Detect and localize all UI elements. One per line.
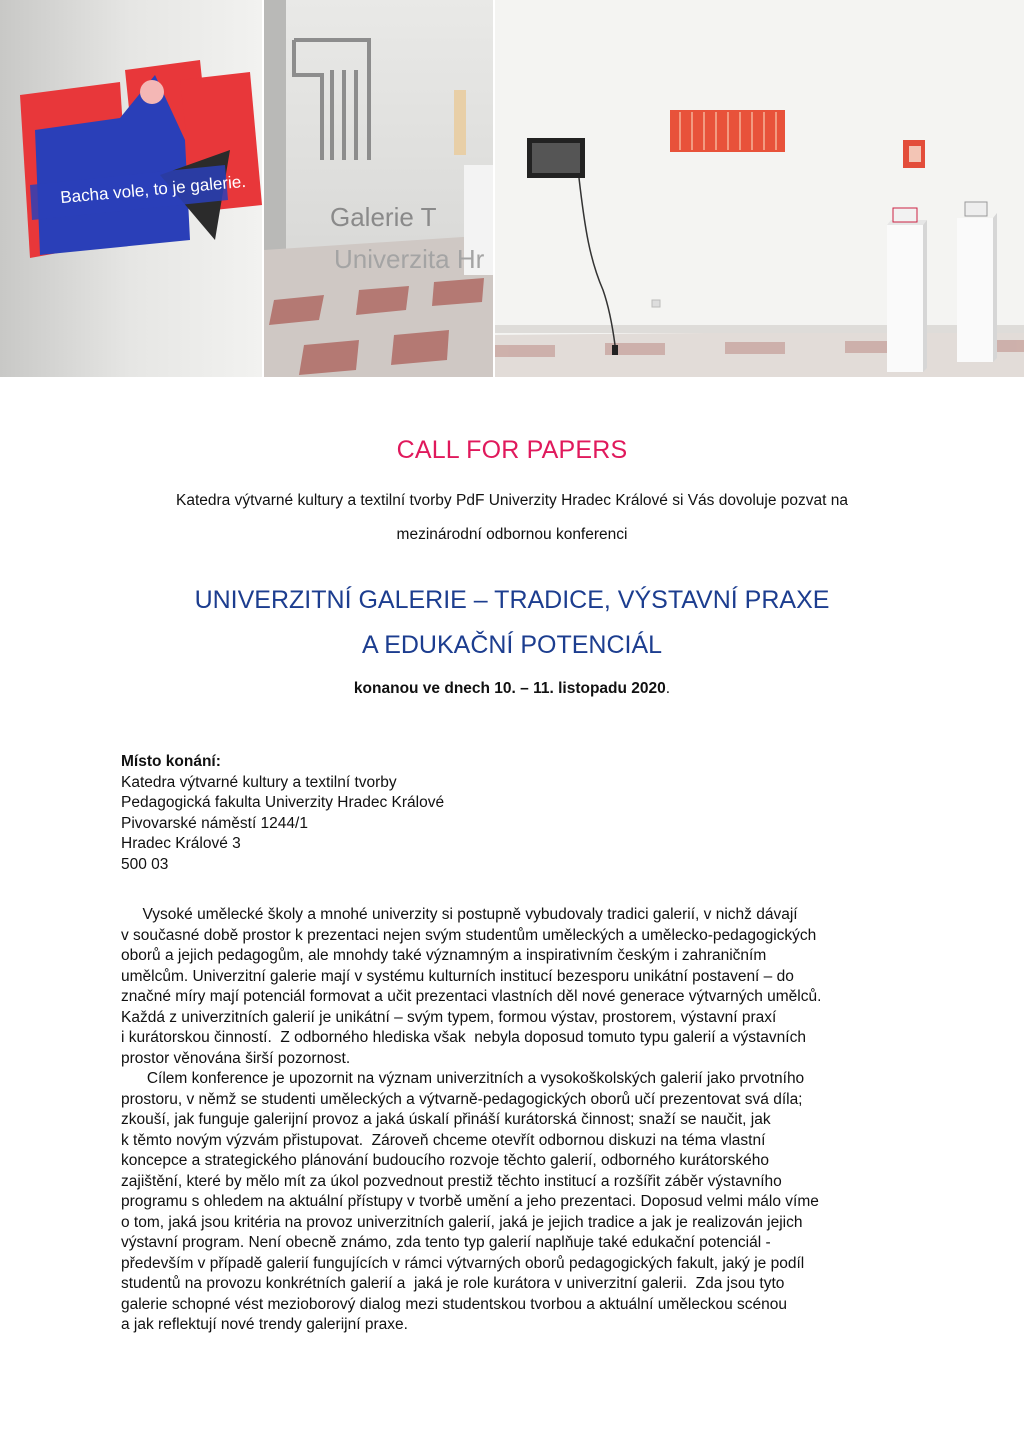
venue-line: 500 03: [121, 855, 169, 873]
body-line: v současné době prostor k prezentaci nejen svým studentům uměleckých a umělecko-pedagogických: [121, 926, 817, 944]
venue-line: Hradec Králové 3: [121, 835, 241, 852]
invitation-text: [120, 484, 904, 552]
body-line: prostoru, v němž se studenti uměleckých a výtvarně-pedagogických oborů učí prezentovat svá díla;: [121, 1090, 803, 1108]
body-line: oborů a jejich pedagogům, ale mnohdy také významným a inspirativním českým i zahraničním: [121, 947, 767, 964]
conference-dates: [0, 680, 1024, 698]
door-text-university: Univerzita Hr: [334, 244, 485, 274]
photo-gallery-interior: [495, 0, 1024, 377]
photo-gallery-door: [264, 0, 493, 377]
body-line: Každá z univerzitních galerií je unikátní – svým typem, formou výstav, prostorem, výstavní praxí: [121, 1008, 777, 1026]
call-for-papers-heading: CALL FOR PAPERS: [396, 436, 628, 464]
poster-text: Bacha vole, to je galerie.: [59, 171, 247, 208]
body-line: galerie schopné vést mezioborový dialog mezi studentskou tvorbou a aktuální uměleckou scénou: [121, 1295, 788, 1313]
body-line: výstavní program. Není obecně známo, zda tento typ galerií naplňuje také edukační potenciál -: [121, 1234, 771, 1251]
body-line: programu s ohledem na aktuální přístupy v tvorbě umění a jeho prezentaci. Doposud velmi málo víme: [121, 1193, 819, 1210]
dates-text: konanou ve dnech 10. – 11. listopadu 2020: [353, 680, 666, 697]
dates-period: .: [665, 680, 671, 697]
body-line: studentů na provozu konkrétních galerií a jaká je role kurátora v univerzitní galerii. Zda jsou tyto: [121, 1275, 785, 1292]
venue-line: Pivovarské náměstí 1244/1: [121, 814, 308, 832]
body-line: Vysoké umělecké školy a mnohé univerzity si postupně vybudovaly tradici galerií, v nichž dávají: [121, 906, 798, 923]
body-line: umělcům. Univerzitní galerie mají v systému kulturních institucí bezesporu unikátní postavení – do: [121, 967, 794, 985]
body-line: i kurátorskou činností. Z odborného hlediska však nebyla doposud tomuto typu galerií a výstavních: [121, 1029, 806, 1046]
body-line: koncepce a strategického plánování budoucího rozvoje těchto galerií, odborného kurátorského: [121, 1152, 769, 1169]
body-line: zkouší, jak funguje galerijní provoz a jaká úskalí přináší kurátorská činnost; snaží se naučit, jak: [121, 1111, 771, 1128]
conference-title-line: A EDUKAČNÍ POTENCIÁL: [361, 631, 663, 659]
invitation-line: mezinárodní odbornou konferenci: [396, 526, 628, 543]
invitation-line: Katedra výtvarné kultury a textilní tvorby PdF Univerzity Hradec Králové si Vás dovoluje pozvat na: [176, 492, 848, 509]
conference-title: [0, 578, 1024, 668]
body-text: [121, 905, 911, 1336]
body-line: k těmto novým výzvám přistupovat. Zároveň chceme otevřít odbornou diskuzi na téma vlastní: [121, 1131, 766, 1149]
venue-line: Katedra výtvarné kultury a textilní tvorby: [121, 773, 397, 791]
body-line: značné míry mají potenciál formovat a učit prezentaci vlastních děl nové generace výtvarných umělců.: [121, 988, 822, 1005]
body-line: zajištění, které by mělo mít za úkol pozvednout prestiž těchto institucí a rozšířit záběr výstavního: [121, 1172, 782, 1190]
body-line: a jak reflektují nové trendy galerijní praxe.: [121, 1316, 408, 1333]
body-line: o tom, jaká jsou kritéria na provoz univerzitních galerií, jaká je jejich tradice a jak je realizován jejich: [121, 1213, 803, 1231]
body-line: prostor věnována širší pozornost.: [121, 1049, 351, 1067]
venue-label: Místo konání:: [121, 753, 221, 770]
body-line: Cílem konference je upozornit na význam univerzitních a vysokoškolských galerií jako prvotního: [121, 1070, 805, 1087]
photo-posters: [0, 0, 262, 377]
photo-strip: [0, 0, 1024, 377]
door-text-gallery: Galerie T: [330, 202, 437, 232]
venue-line: Pedagogická fakulta Univerzity Hradec Králové: [121, 794, 445, 811]
conference-title-line: UNIVERZITNÍ GALERIE – TRADICE, VÝSTAVNÍ PRAXE: [194, 586, 830, 614]
venue-block: [121, 752, 444, 875]
body-line: především v případě galerií fungujících v rámci výtvarných oborů pedagogických fakult, jaký je podíl: [121, 1254, 805, 1272]
